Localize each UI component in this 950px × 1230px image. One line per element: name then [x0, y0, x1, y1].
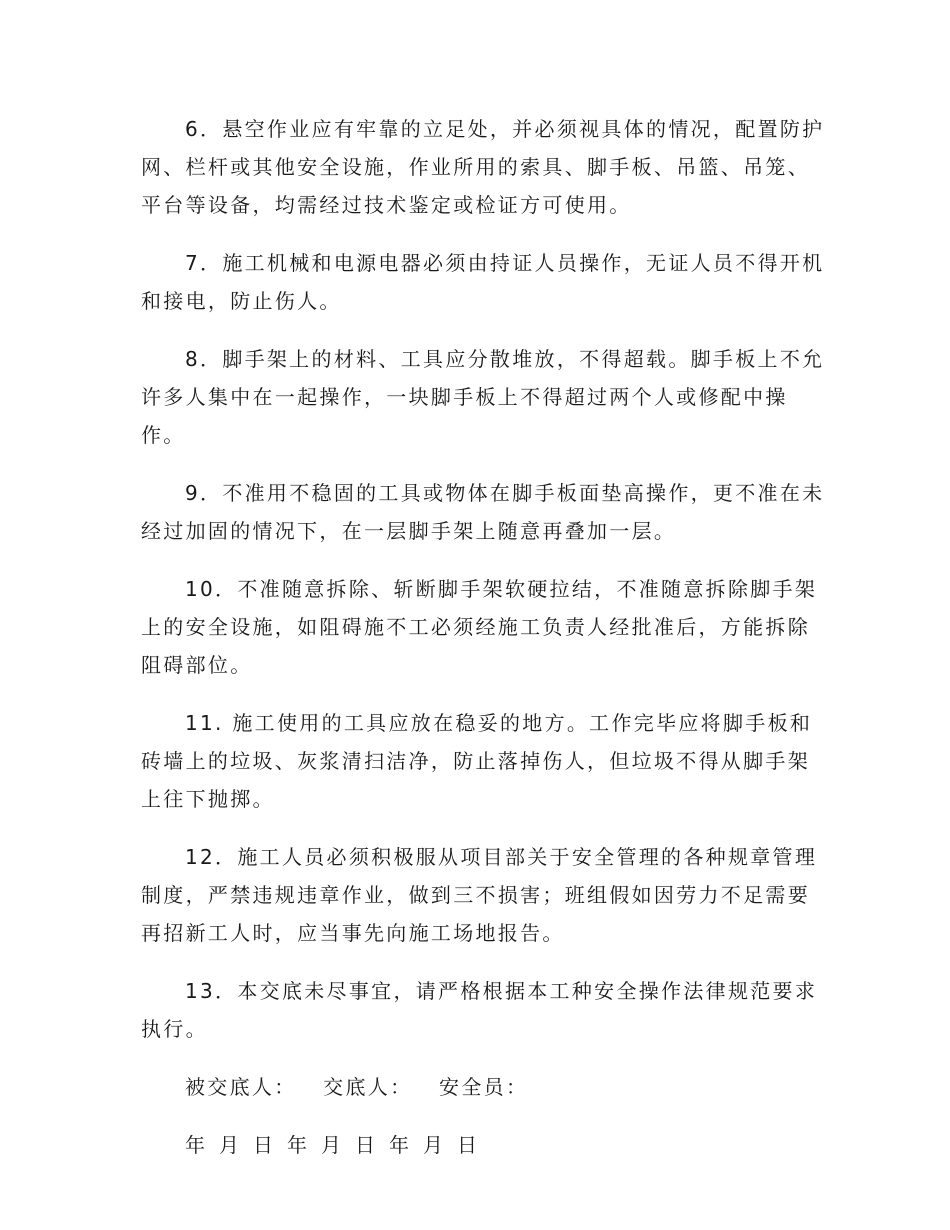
document-body [141, 110, 825, 1164]
paragraph-line: 上的安全设施，如阻碍施不工必须经施工负责人经批准后，方能拆除 [141, 615, 810, 639]
date-line: 年月日年月日年月日 [185, 1133, 491, 1157]
paragraph-line: 6．悬空作业应有牢靠的立足处，并必须视具体的情况，配置防护 [185, 117, 825, 141]
paragraph-line: 上往下抛掷。 [141, 787, 275, 811]
paragraph-line: 阻碍部位。 [141, 653, 253, 677]
paragraph-line: 作。 [141, 423, 186, 447]
paragraph-item-10 [141, 570, 818, 684]
paragraph-item-13 [141, 972, 818, 1048]
paragraph-line: 和接电，防止伤人。 [141, 289, 342, 313]
paragraph-line: 12．施工人员必须积极服从项目部关于安全管理的各种规章管理 [185, 845, 818, 869]
discloser-label: 交底人： [323, 1075, 413, 1099]
paragraph-line: 制度，严禁违规违章作业，做到三不损害；班组假如因劳力不足需要 [141, 883, 810, 907]
signature-line [141, 1068, 806, 1106]
paragraph-item-6 [141, 110, 825, 224]
paragraph-line: 许多人集中在一起操作，一块脚手板上不得超过两个人或修配中操 [141, 385, 788, 409]
paragraph-line: 再招新工人时，应当事先向施工场地报告。 [141, 921, 565, 945]
paragraph-item-11 [141, 704, 813, 818]
paragraph-item-12 [141, 838, 818, 952]
paragraph-line: 7．施工机械和电源电器必须由持证人员操作，无证人员不得开机 [185, 251, 825, 275]
paragraph-line: 13．本交底未尽事宜，请严格根据本工种安全操作法律规范要求 [185, 979, 818, 1003]
paragraph-line: 执行。 [141, 1017, 208, 1041]
paragraph-line: 经过加固的情况下，在一层脚手架上随意再叠加一层。 [141, 519, 677, 543]
paragraph-line: 10．不准随意拆除、斩断脚手架软硬拉结，不准随意拆除脚手架 [185, 577, 818, 601]
recipient-label: 被交底人： [185, 1075, 297, 1099]
safety-officer-label: 安全员： [439, 1075, 529, 1099]
paragraph-line: 网、栏杆或其他安全设施，作业所用的索具、脚手板、吊篮、吊笼、 [141, 155, 810, 179]
paragraph-item-7 [141, 244, 825, 320]
paragraph-line: 平台等设备，均需经过技术鉴定或检证方可使用。 [141, 193, 632, 217]
paragraph-line: 8．脚手架上的材料、工具应分散堆放，不得超载。脚手板上不允 [185, 347, 825, 371]
paragraph-line: 砖墙上的垃圾、灰浆清扫洁净，防止落掉伤人，但垃圾不得从脚手架 [141, 749, 810, 773]
paragraph-item-9 [141, 474, 825, 550]
paragraph-item-8 [141, 340, 825, 454]
paragraph-line: 9．不准用不稳固的工具或物体在脚手板面垫高操作，更不准在未 [185, 481, 825, 505]
paragraph-line: 11. 施工使用的工具应放在稳妥的地方。工作完毕应将脚手板和 [185, 711, 813, 735]
